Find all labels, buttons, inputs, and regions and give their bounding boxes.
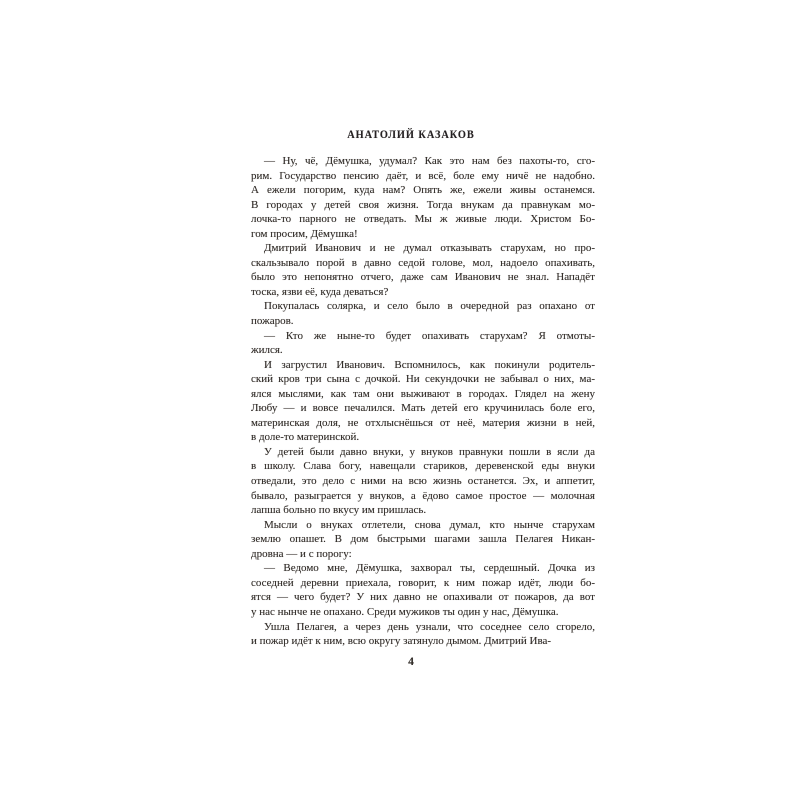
text-line: Мысли о внуках отлетели, снова думал, кто нынче старухам <box>264 518 595 531</box>
paragraph <box>251 299 595 328</box>
text-line: материнская доля, не отхлыснёшься от неё, материя жизни в ней, <box>251 416 595 429</box>
text-line: было это непонятно отчего, даже сам Иванович не знал. Нападёт <box>251 271 595 284</box>
text-line: в доле-то материнской. <box>251 431 360 444</box>
text-line: землю опашет. В дом быстрыми шагами зашла Пелагея Никан- <box>251 533 595 546</box>
text-line: отведали, это дело с ними на всю жизнь останется. Эх, и аппетит, <box>251 475 595 488</box>
text-line: лочка-то парного не отведать. Мы ж живые люди. Христом Бо- <box>251 213 595 226</box>
text-line: соседней деревни приехала, говорит, к ним пожар идёт, люди бо- <box>251 576 595 589</box>
paragraph <box>251 329 595 358</box>
text-line: дровна — и с порогу: <box>251 547 352 560</box>
text-line: у нас нынче не опахано. Среди мужиков ты один у нас, Дёмушка. <box>251 605 559 618</box>
text-line: в школу. Слава богу, навещали стариков, деревенской еды внуки <box>251 460 595 473</box>
text-line: Покупалась солярка, и село было в очередной раз опахано от <box>264 300 595 313</box>
text-line: И загрустил Иванович. Вспомнилось, как покинули родитель- <box>264 358 595 371</box>
text-line: Ушла Пелагея, а через день узнали, что соседнее село сгорело, <box>264 620 595 633</box>
paragraph <box>251 154 595 241</box>
text-line: и пожар идёт к ним, всю округу затянуло дымом. Дмитрий Ива- <box>251 635 552 648</box>
text-line: — Кто же ныне-то будет опахивать старухам? Я отмоты- <box>264 329 595 342</box>
page-number: 4 <box>408 656 414 668</box>
paragraph <box>251 358 595 445</box>
text-line: гом просим, Дёмушка! <box>251 227 358 240</box>
text-line: — Ну, чё, Дёмушка, удумал? Как это нам без пахоты-то, сго- <box>264 155 595 167</box>
text-line: Любу — и вовсе печалился. Мать детей его кручинилась боле его, <box>251 402 595 415</box>
text-block <box>251 154 595 649</box>
paragraph <box>251 241 595 299</box>
text-line: бывало, разыграется у внуков, а ёдово самое простое — молочная <box>251 489 595 502</box>
text-line: скальзывало порой в давно седой голове, мол, надоело опахивать, <box>251 256 595 269</box>
text-line: У детей были давно внуки, у внуков правнуки пошли в ясли да <box>264 445 595 458</box>
text-line: — Ведомо мне, Дёмушка, захворал ты, сердешный. Дочка из <box>264 562 595 575</box>
paragraph <box>251 620 595 649</box>
paragraph <box>251 561 595 619</box>
paragraph <box>251 518 595 562</box>
text-line: Дмитрий Иванович и не думал отказывать старухам, но про- <box>264 242 595 255</box>
running-head-author: АНАТОЛИЙ КАЗАКОВ <box>347 127 475 141</box>
text-line: рим. Государство пенсию даёт, и всё, боле ему ничё не надобно. <box>251 169 595 182</box>
paragraph <box>251 445 595 518</box>
text-line: В городах у детей своя жизня. Тогда внукам да правнукам мо- <box>251 198 595 211</box>
text-line: тоска, язви её, куда деваться? <box>251 285 389 298</box>
text-line: жился. <box>251 344 283 357</box>
text-line: ский кров три сына с дочкой. Ни секундочки не забывал о них, ма- <box>251 373 595 386</box>
text-line: лапша больно по вкусу им пришлась. <box>251 504 427 517</box>
text-line: А ежели погорим, куда нам? Опять же, ежели живы останемся. <box>251 184 595 197</box>
text-line: ялся мыслями, как там они выживают в городах. Глядел на жену <box>251 387 595 400</box>
text-line: ятся — чего будет? У них давно не опахивали от пожаров, да вот <box>251 591 595 604</box>
text-line: пожаров. <box>251 315 294 328</box>
